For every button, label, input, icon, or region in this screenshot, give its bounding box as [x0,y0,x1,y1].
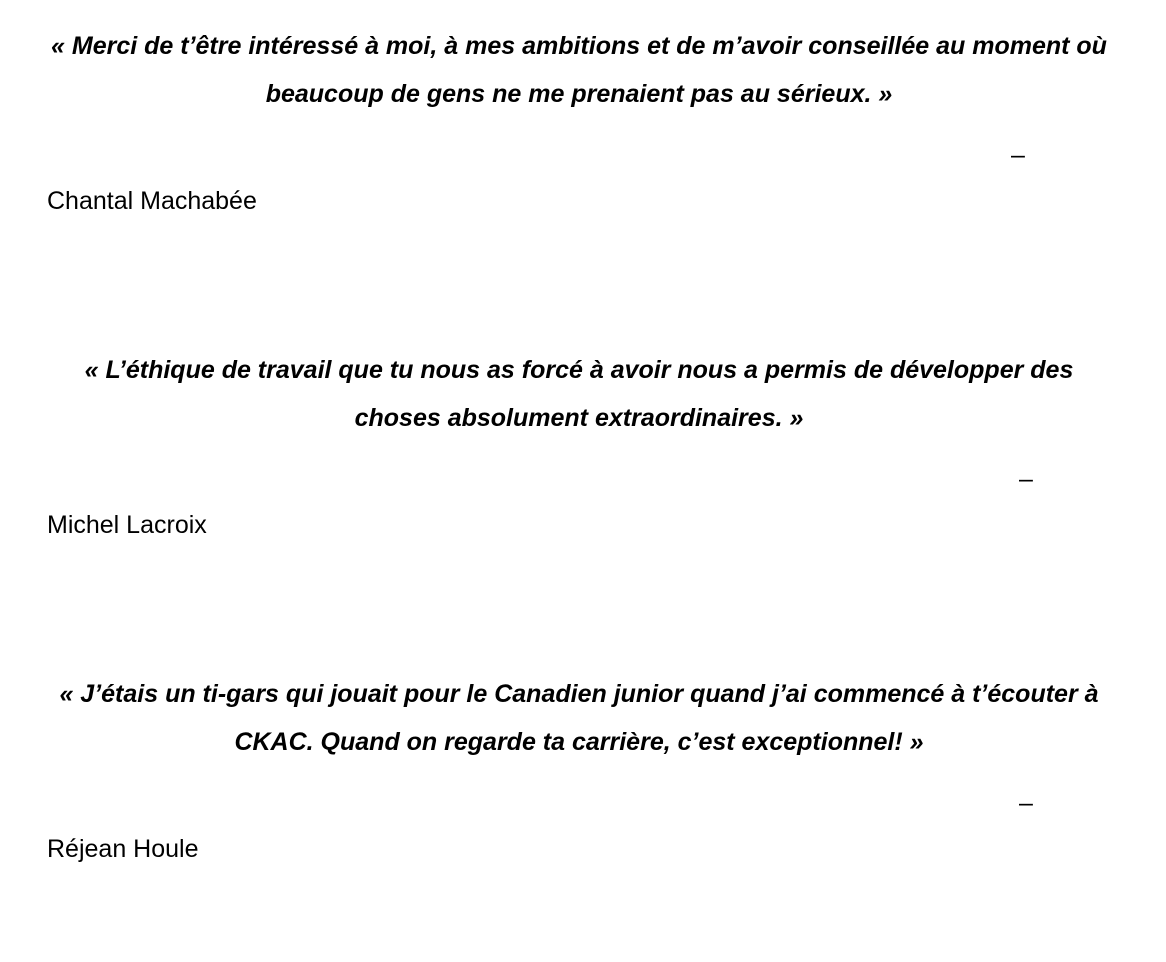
testimonial-author: Michel Lacroix [47,511,207,539]
attribution-dash: – [1019,789,1033,817]
attribution-dash: – [1011,141,1025,169]
testimonial-quote: « L’éthique de travail que tu nous as forcé à avoir nous a permis de développer des choses absolument extraordinaires. » [84,356,1074,432]
testimonial-block [0,324,1166,584]
testimonial-block [0,648,1166,908]
testimonial-author: Chantal Machabée [47,187,257,215]
testimonial-block [0,0,1166,260]
testimonial-quote: « Merci de t’être intéressé à moi, à mes ambitions et de m’avoir conseillée au moment où beaucoup de gens ne me prenaient pas au sérieux. » [51,32,1107,108]
testimonial-author: Réjean Houle [47,835,199,863]
testimonial-quote: « J’étais un ti-gars qui jouait pour le Canadien junior quand j’ai commencé à t’écouter à CKAC. Quand on regarde ta carrière, c’est exceptionnel! » [59,680,1099,756]
attribution-dash: – [1019,465,1033,493]
